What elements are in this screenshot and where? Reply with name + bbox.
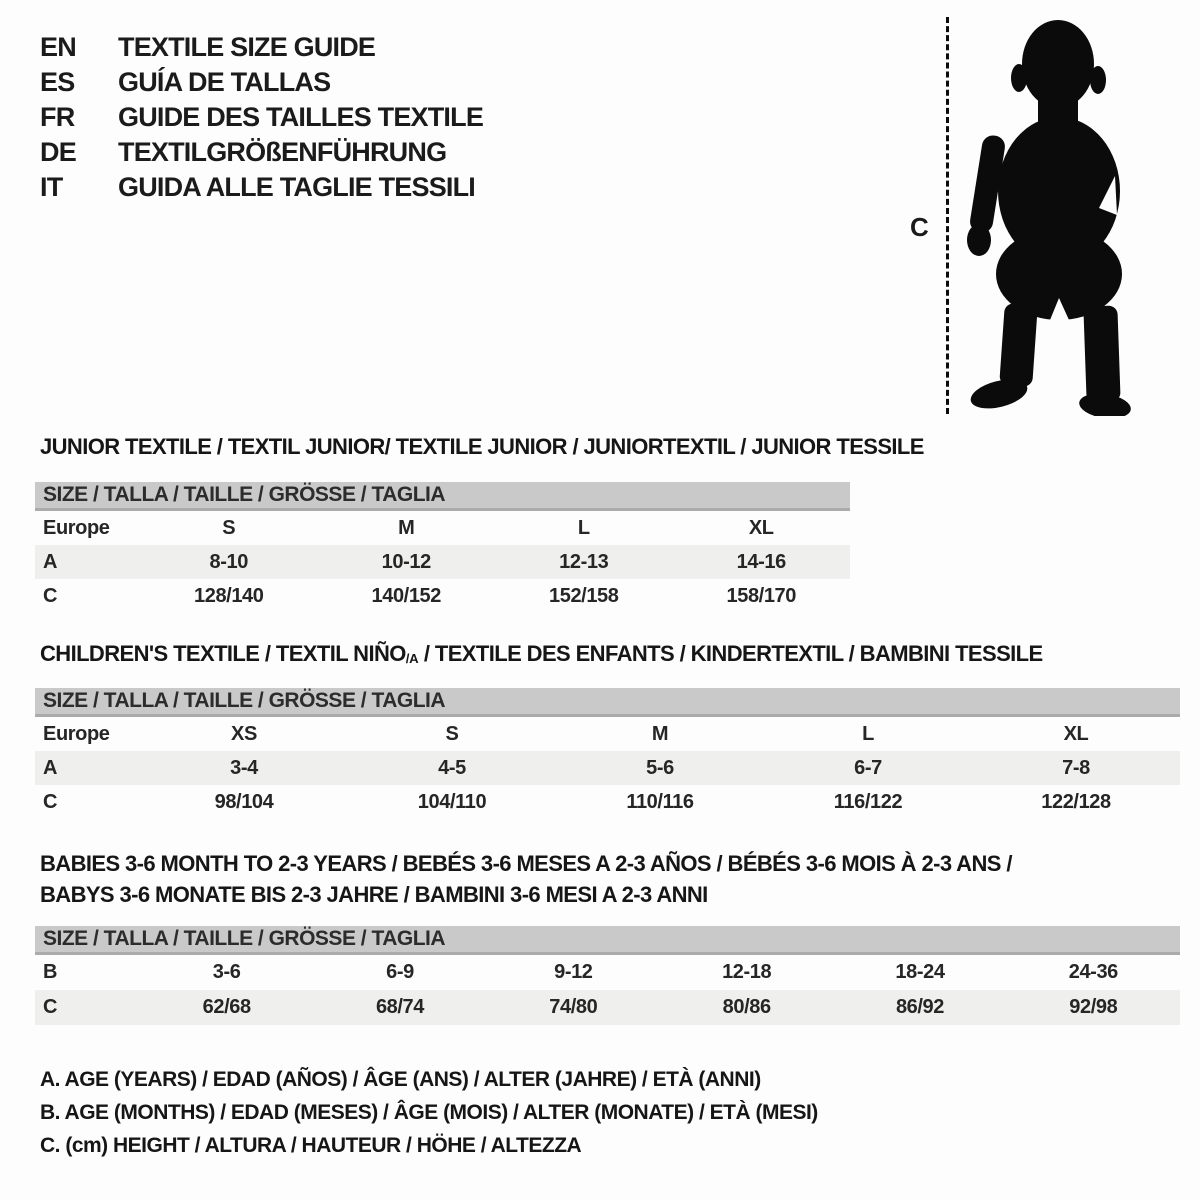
cell: 12-18 <box>722 961 772 983</box>
cell: 140/152 <box>371 584 441 607</box>
row-label: C <box>43 584 58 607</box>
cell: 128/140 <box>194 584 264 607</box>
lang-title: GUIDE DES TAILLES TEXTILE <box>118 102 484 132</box>
legend-height-cm: C. (cm) HEIGHT / ALTURA / HAUTEUR / HÖHE / ALTEZZA <box>40 1134 582 1157</box>
lang-title: GUIDA ALLE TAGLIE TESSILI <box>118 172 475 202</box>
cell: XL <box>1063 722 1089 745</box>
cell: 18-24 <box>895 961 945 983</box>
lang-title: GUÍA DE TALLAS <box>118 67 331 97</box>
cell: 24-36 <box>1068 961 1118 983</box>
cell: 8-10 <box>209 550 248 573</box>
cell: 74/80 <box>549 996 598 1018</box>
table-row-c <box>35 785 1180 819</box>
cell: 62/68 <box>202 996 251 1018</box>
cell: XS <box>231 722 257 745</box>
babies-section-title-line1: BABIES 3-6 MONTH TO 2-3 YEARS / BEBÉS 3-6 MESES A 2-3 AÑOS / BÉBÉS 3-6 MOIS À 2-3 ANS / <box>40 851 1012 876</box>
cell: 92/98 <box>1069 996 1118 1018</box>
row-label: B <box>43 961 58 983</box>
row-label: Europe <box>43 722 110 745</box>
cell: L <box>862 722 874 745</box>
row-label: C <box>43 790 58 813</box>
cell: 12-13 <box>559 550 609 573</box>
lang-row-it <box>40 172 740 207</box>
cell: S <box>222 516 236 539</box>
size-header-band: SIZE / TALLA / TAILLE / GRÖSSE / TAGLIA <box>35 926 1180 955</box>
cell: 104/110 <box>417 790 487 813</box>
size-header-band: SIZE / TALLA / TAILLE / GRÖSSE / TAGLIA <box>35 688 1180 717</box>
lang-code: EN <box>40 32 76 62</box>
babies-size-table <box>35 926 1180 1025</box>
table-row-b <box>35 955 1180 990</box>
lang-row-es <box>40 67 740 102</box>
table-row-a <box>35 751 1180 785</box>
table-row-europe <box>35 511 850 545</box>
cell: 110/116 <box>626 790 694 813</box>
children-size-table <box>35 688 1180 819</box>
cell: 152/158 <box>549 584 619 607</box>
row-label: A <box>43 550 58 573</box>
row-label: C <box>43 996 58 1018</box>
baby-silhouette-icon <box>962 16 1142 416</box>
children-section-title <box>40 641 1043 667</box>
row-label: Europe <box>43 516 110 539</box>
cell: 7-8 <box>1062 756 1090 779</box>
legend-age-months: B. AGE (MONTHS) / EDAD (MESES) / ÂGE (MOIS) / ALTER (MONATE) / ETÀ (MESI) <box>40 1101 818 1124</box>
size-header-band: SIZE / TALLA / TAILLE / GRÖSSE / TAGLIA <box>35 482 850 511</box>
cell: 6-7 <box>854 756 882 779</box>
junior-size-table <box>35 482 850 613</box>
table-row-c <box>35 990 1180 1025</box>
cell: M <box>651 722 669 745</box>
lang-code: DE <box>40 137 76 167</box>
cell: 122/128 <box>1041 790 1111 813</box>
cell: 86/92 <box>895 996 945 1018</box>
table-row-c <box>35 579 850 613</box>
cell: 14-16 <box>736 550 786 573</box>
height-measure-dashed-line <box>946 17 949 414</box>
lang-title: TEXTILE SIZE GUIDE <box>118 32 376 62</box>
lang-code: ES <box>40 67 75 97</box>
height-measure-label: C <box>910 212 929 242</box>
lang-code: IT <box>40 172 63 202</box>
cell: 116/122 <box>833 790 903 813</box>
lang-code: FR <box>40 102 75 132</box>
lang-title: TEXTILGRÖßENFÜHRUNG <box>118 137 447 167</box>
cell: 68/74 <box>375 996 425 1018</box>
legend-age-years: A. AGE (YEARS) / EDAD (AÑOS) / ÂGE (ANS) / ALTER (JAHRE) / ETÀ (ANNI) <box>40 1068 761 1091</box>
table-row-a <box>35 545 850 579</box>
lang-row-fr <box>40 102 740 137</box>
cell: L <box>577 516 590 539</box>
cell: S <box>445 722 459 745</box>
cell: 3-6 <box>212 961 241 983</box>
table-row-europe <box>35 717 1180 751</box>
babies-section-title-line2: BABYS 3-6 MONATE BIS 2-3 JAHRE / BAMBINI 3-6 MESI A 2-3 ANNI <box>40 882 708 907</box>
cell: 5-6 <box>646 756 674 779</box>
title-text: CHILDREN'S TEXTILE / TEXTIL NIÑO <box>40 641 406 666</box>
cell: 158/170 <box>726 584 796 607</box>
cell: 98/104 <box>214 790 274 813</box>
cell: M <box>398 516 415 539</box>
cell: 4-5 <box>438 756 466 779</box>
cell: 10-12 <box>381 550 431 573</box>
cell: 9-12 <box>554 961 593 983</box>
cell: 6-9 <box>386 961 414 983</box>
title-text: / TEXTILE DES ENFANTS / KINDERTEXTIL / BAMBINI TESSILE <box>418 641 1043 666</box>
junior-section-title: JUNIOR TEXTILE / TEXTIL JUNIOR/ TEXTILE JUNIOR / JUNIORTEXTIL / JUNIOR TESSILE <box>40 434 924 459</box>
lang-row-de <box>40 137 740 172</box>
cell: XL <box>748 516 774 539</box>
title-subscript: /A <box>405 651 419 666</box>
lang-row-en <box>40 32 740 67</box>
cell: 3-4 <box>230 756 258 779</box>
cell: 80/86 <box>722 996 771 1018</box>
row-label: A <box>43 756 58 779</box>
